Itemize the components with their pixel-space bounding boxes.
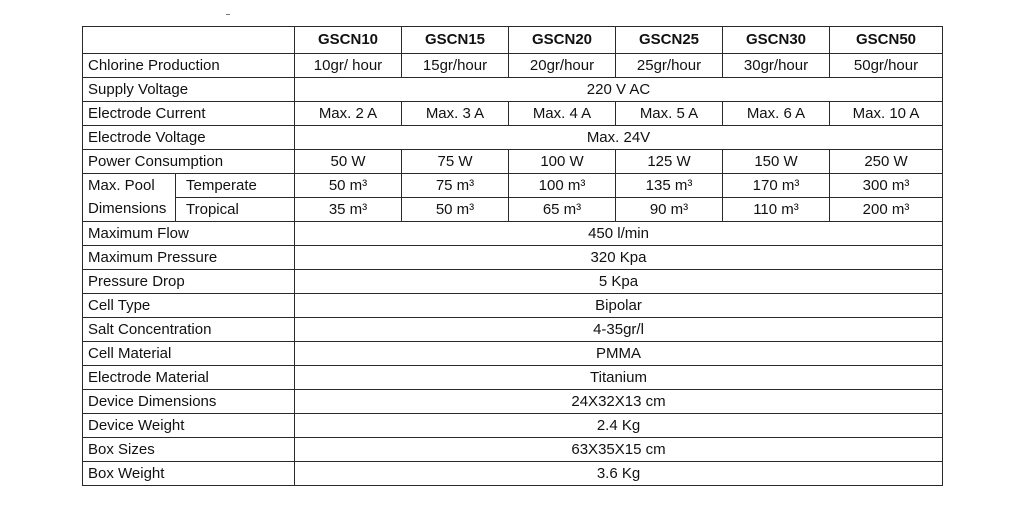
cell-value: 135 m³ (616, 174, 723, 198)
cell-value: 450 l/min (295, 222, 943, 246)
cell-value: 100 m³ (509, 174, 616, 198)
cell-value: 250 W (830, 150, 943, 174)
cell-value: 20gr/hour (509, 54, 616, 78)
table-row (83, 270, 943, 294)
row-label: Maximum Flow (83, 222, 295, 246)
table-row (83, 222, 943, 246)
cell-value: Max. 2 A (295, 102, 402, 126)
cell-value: 170 m³ (723, 174, 830, 198)
cell-value: 50 m³ (402, 198, 509, 222)
cell-value: 4-35gr/l (295, 318, 943, 342)
model-header: GSCN15 (402, 27, 509, 54)
model-header: GSCN30 (723, 27, 830, 54)
model-header: GSCN10 (295, 27, 402, 54)
cell-value: 30gr/hour (723, 54, 830, 78)
model-header: GSCN20 (509, 27, 616, 54)
cell-value: 100 W (509, 150, 616, 174)
cell-value: 110 m³ (723, 198, 830, 222)
cell-value: 200 m³ (830, 198, 943, 222)
cell-value: Max. 6 A (723, 102, 830, 126)
row-label: Cell Material (83, 342, 295, 366)
cell-value: 320 Kpa (295, 246, 943, 270)
cell-value: Max. 4 A (509, 102, 616, 126)
cell-value: 125 W (616, 150, 723, 174)
row-label: Box Weight (83, 462, 295, 486)
table-row (83, 294, 943, 318)
cell-value: 220 V AC (295, 78, 943, 102)
table-row (83, 126, 943, 150)
cell-value: Max. 10 A (830, 102, 943, 126)
table-row (83, 366, 943, 390)
row-label: Dimensions (83, 198, 176, 222)
table-row (83, 54, 943, 78)
cell-value: Bipolar (295, 294, 943, 318)
model-header: GSCN25 (616, 27, 723, 54)
cell-value: Titanium (295, 366, 943, 390)
spec-table (82, 26, 943, 486)
cell-value: 10gr/ hour (295, 54, 402, 78)
cell-value: PMMA (295, 342, 943, 366)
header-empty-cell (83, 27, 295, 54)
row-label: Electrode Material (83, 366, 295, 390)
row-label: Electrode Voltage (83, 126, 295, 150)
cell-value: Max. 5 A (616, 102, 723, 126)
table-row (83, 174, 943, 198)
row-label: Chlorine Production (83, 54, 295, 78)
table-row (83, 78, 943, 102)
table-row (83, 342, 943, 366)
cell-value: 75 m³ (402, 174, 509, 198)
row-label: Max. Pool (83, 174, 176, 198)
cell-value: 150 W (723, 150, 830, 174)
cell-value: Max. 3 A (402, 102, 509, 126)
cell-value: 300 m³ (830, 174, 943, 198)
row-label: Maximum Pressure (83, 246, 295, 270)
row-label: Cell Type (83, 294, 295, 318)
cell-value: 65 m³ (509, 198, 616, 222)
row-label: Supply Voltage (83, 78, 295, 102)
cell-value: 50 W (295, 150, 402, 174)
cell-value: 3.6 Kg (295, 462, 943, 486)
stray-mark (226, 14, 230, 15)
row-label: Box Sizes (83, 438, 295, 462)
table-row (83, 198, 943, 222)
table-row (83, 150, 943, 174)
cell-value: 15gr/hour (402, 54, 509, 78)
table-row (83, 438, 943, 462)
table-row (83, 246, 943, 270)
cell-value: 75 W (402, 150, 509, 174)
cell-value: 35 m³ (295, 198, 402, 222)
cell-value: 50 m³ (295, 174, 402, 198)
header-row (83, 27, 943, 54)
row-label: Electrode Current (83, 102, 295, 126)
table-row (83, 102, 943, 126)
cell-value: 63X35X15 cm (295, 438, 943, 462)
table-row (83, 414, 943, 438)
row-label: Device Dimensions (83, 390, 295, 414)
row-sublabel: Tropical (176, 198, 295, 222)
table-row (83, 462, 943, 486)
row-label: Device Weight (83, 414, 295, 438)
table-row (83, 390, 943, 414)
cell-value: 25gr/hour (616, 54, 723, 78)
model-header: GSCN50 (830, 27, 943, 54)
cell-value: 50gr/hour (830, 54, 943, 78)
cell-value: 24X32X13 cm (295, 390, 943, 414)
cell-value: 90 m³ (616, 198, 723, 222)
row-label: Power Consumption (83, 150, 295, 174)
row-label: Salt Concentration (83, 318, 295, 342)
row-sublabel: Temperate (176, 174, 295, 198)
table-row (83, 318, 943, 342)
cell-value: 5 Kpa (295, 270, 943, 294)
cell-value: 2.4 Kg (295, 414, 943, 438)
cell-value: Max. 24V (295, 126, 943, 150)
row-label: Pressure Drop (83, 270, 295, 294)
